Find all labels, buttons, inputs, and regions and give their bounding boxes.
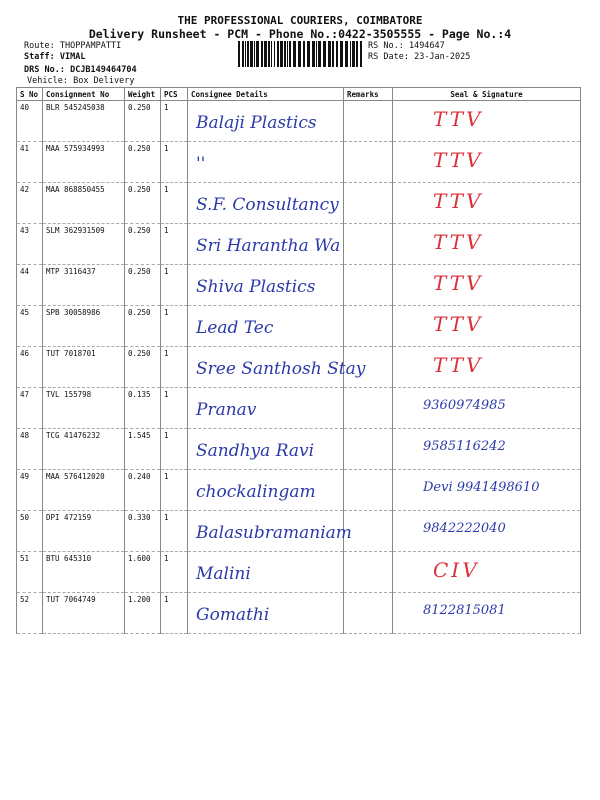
barcode-bar bbox=[254, 41, 255, 67]
handwritten-signature: TTV bbox=[433, 230, 484, 254]
handwritten-consignee: Lead Tec bbox=[196, 318, 274, 338]
cell-consignment: MTP 3116437 bbox=[43, 265, 125, 306]
cell-pcs: 1 bbox=[161, 470, 188, 511]
cell-signature bbox=[393, 142, 581, 183]
barcode-bar bbox=[238, 41, 240, 67]
rs-no-label: RS No.: bbox=[368, 41, 404, 51]
cell-consignment: TUT 7064749 bbox=[43, 593, 125, 634]
cell-remarks bbox=[344, 306, 393, 347]
cell-weight: 0.250 bbox=[125, 142, 161, 183]
barcode-bar bbox=[250, 41, 253, 67]
table-row bbox=[17, 142, 581, 183]
staff-value: VIMAL bbox=[59, 52, 86, 62]
cell-pcs: 1 bbox=[161, 429, 188, 470]
cell-weight: 1.545 bbox=[125, 429, 161, 470]
barcode-bar bbox=[340, 41, 343, 67]
handwritten-signature: 9360974985 bbox=[423, 398, 506, 413]
cell-remarks bbox=[344, 511, 393, 552]
cell-remarks bbox=[344, 142, 393, 183]
rs-no-value: 1494647 bbox=[408, 41, 445, 51]
barcode-bar bbox=[336, 41, 338, 67]
cell-consignment: MAA 576412020 bbox=[43, 470, 125, 511]
cell-remarks bbox=[344, 388, 393, 429]
cell-pcs: 1 bbox=[161, 552, 188, 593]
barcode-bar bbox=[312, 41, 315, 67]
cell-remarks bbox=[344, 347, 393, 388]
barcode-bar bbox=[298, 41, 301, 67]
handwritten-signature: 9585116242 bbox=[423, 439, 506, 454]
staff-label: Staff: bbox=[24, 52, 55, 62]
cell-weight: 0.250 bbox=[125, 306, 161, 347]
cell-consignee bbox=[188, 224, 344, 265]
cell-consignee bbox=[188, 470, 344, 511]
col-header-pcs: PCS bbox=[161, 88, 188, 101]
cell-sno: 46 bbox=[17, 347, 43, 388]
cell-remarks bbox=[344, 593, 393, 634]
runsheet-title: Delivery Runsheet - PCM - Phone No.:0422-3505555 - Page No.:4 bbox=[88, 27, 512, 41]
cell-consignment: SPB 30058986 bbox=[43, 306, 125, 347]
barcode-bar bbox=[350, 41, 351, 67]
cell-consignment: TUT 7018701 bbox=[43, 347, 125, 388]
cell-signature bbox=[393, 183, 581, 224]
cell-consignment: SLM 362931509 bbox=[43, 224, 125, 265]
cell-consignment: MAA 868850455 bbox=[43, 183, 125, 224]
barcode-bar bbox=[293, 41, 296, 67]
barcode-bar bbox=[268, 41, 270, 67]
cell-weight: 0.250 bbox=[125, 347, 161, 388]
table-row bbox=[17, 552, 581, 593]
table-row bbox=[17, 224, 581, 265]
cell-weight: 0.250 bbox=[125, 101, 161, 142]
barcode-bar bbox=[307, 41, 310, 67]
company-name: THE PROFESSIONAL COURIERS, COIMBATORE bbox=[177, 14, 423, 27]
cell-consignee bbox=[188, 306, 344, 347]
cell-pcs: 1 bbox=[161, 347, 188, 388]
cell-signature bbox=[393, 470, 581, 511]
barcode-bar bbox=[352, 41, 355, 67]
col-header-consignee: Consignee Details bbox=[188, 88, 344, 101]
col-header-consignment: Consignment No bbox=[43, 88, 125, 101]
barcode-bar bbox=[264, 41, 267, 67]
cell-weight: 0.240 bbox=[125, 470, 161, 511]
cell-remarks bbox=[344, 101, 393, 142]
barcode-bar bbox=[356, 41, 358, 67]
drs-label: DRS No.: bbox=[24, 65, 65, 75]
barcode-bar bbox=[271, 41, 272, 67]
table-row bbox=[17, 593, 581, 634]
table-row bbox=[17, 183, 581, 224]
cell-weight: 0.250 bbox=[125, 183, 161, 224]
cell-consignee bbox=[188, 142, 344, 183]
table-row bbox=[17, 511, 581, 552]
barcode-bar bbox=[247, 41, 249, 67]
handwritten-consignee: Sree Santhosh Stay bbox=[196, 359, 366, 379]
table-row bbox=[17, 388, 581, 429]
cell-consignee bbox=[188, 388, 344, 429]
cell-remarks bbox=[344, 429, 393, 470]
cell-weight: 0.250 bbox=[125, 224, 161, 265]
rs-info bbox=[368, 41, 470, 63]
route-info bbox=[24, 41, 137, 76]
barcode-bar bbox=[303, 41, 305, 67]
barcode-bar bbox=[287, 41, 288, 67]
cell-pcs: 1 bbox=[161, 101, 188, 142]
cell-sno: 43 bbox=[17, 224, 43, 265]
cell-remarks bbox=[344, 552, 393, 593]
barcode-bar bbox=[360, 41, 362, 67]
cell-signature bbox=[393, 306, 581, 347]
cell-sno: 52 bbox=[17, 593, 43, 634]
barcode-bar bbox=[277, 41, 279, 67]
handwritten-signature: TTV bbox=[433, 189, 484, 213]
table-row bbox=[17, 429, 581, 470]
cell-pcs: 1 bbox=[161, 306, 188, 347]
cell-sno: 41 bbox=[17, 142, 43, 183]
handwritten-consignee: Pranav bbox=[196, 400, 257, 420]
barcode-bar bbox=[274, 41, 275, 67]
handwritten-signature: TTV bbox=[433, 107, 484, 131]
handwritten-consignee: '' bbox=[196, 154, 206, 174]
barcode-bar bbox=[328, 41, 331, 67]
col-header-remarks: Remarks bbox=[344, 88, 393, 101]
cell-sno: 48 bbox=[17, 429, 43, 470]
cell-pcs: 1 bbox=[161, 142, 188, 183]
drs-value: DCJB149464704 bbox=[70, 65, 137, 75]
cell-signature bbox=[393, 347, 581, 388]
cell-pcs: 1 bbox=[161, 265, 188, 306]
handwritten-consignee: Gomathi bbox=[196, 605, 270, 625]
cell-pcs: 1 bbox=[161, 183, 188, 224]
cell-sno: 51 bbox=[17, 552, 43, 593]
cell-weight: 1.200 bbox=[125, 593, 161, 634]
barcode-bar bbox=[289, 41, 291, 67]
cell-weight: 1.600 bbox=[125, 552, 161, 593]
cell-remarks bbox=[344, 470, 393, 511]
handwritten-consignee: S.F. Consultancy bbox=[196, 195, 339, 215]
col-header-sno: S No bbox=[17, 88, 43, 101]
cell-consignee bbox=[188, 101, 344, 142]
handwritten-signature: TTV bbox=[433, 353, 484, 377]
table-header-row bbox=[17, 88, 581, 101]
handwritten-consignee: Sri Harantha Wa bbox=[196, 236, 341, 256]
barcode-bar bbox=[256, 41, 259, 67]
cell-pcs: 1 bbox=[161, 224, 188, 265]
cell-signature bbox=[393, 429, 581, 470]
cell-remarks bbox=[344, 265, 393, 306]
cell-signature bbox=[393, 511, 581, 552]
cell-signature bbox=[393, 593, 581, 634]
cell-sno: 47 bbox=[17, 388, 43, 429]
barcode-bar bbox=[345, 41, 348, 67]
table-row bbox=[17, 347, 581, 388]
cell-consignee bbox=[188, 347, 366, 388]
handwritten-consignee: Balasubramaniam bbox=[196, 523, 352, 543]
cell-pcs: 1 bbox=[161, 593, 188, 634]
handwritten-signature: TTV bbox=[433, 148, 484, 172]
runsheet-table bbox=[16, 87, 581, 634]
cell-consignee bbox=[188, 552, 344, 593]
barcode-bar bbox=[242, 41, 244, 67]
table-row bbox=[17, 101, 581, 142]
route-label: Route: bbox=[24, 41, 55, 51]
vehicle-info bbox=[27, 76, 135, 86]
cell-remarks bbox=[344, 224, 393, 265]
barcode-bar bbox=[261, 41, 263, 67]
rs-date-value: 23-Jan-2025 bbox=[414, 52, 471, 62]
barcode-bar bbox=[323, 41, 326, 67]
handwritten-signature: TTV bbox=[433, 271, 484, 295]
cell-weight: 0.250 bbox=[125, 265, 161, 306]
handwritten-signature: 8122815081 bbox=[423, 603, 506, 618]
handwritten-signature: Devi 9941498610 bbox=[423, 480, 540, 495]
cell-consignment: TVL 155798 bbox=[43, 388, 125, 429]
cell-consignee bbox=[188, 429, 344, 470]
barcode-bar bbox=[284, 41, 286, 67]
cell-consignee bbox=[188, 593, 344, 634]
rs-date-label: RS Date: bbox=[368, 52, 409, 62]
vehicle-value: Box Delivery bbox=[73, 76, 135, 86]
barcode bbox=[238, 41, 363, 67]
cell-signature bbox=[393, 224, 581, 265]
vehicle-label: Vehicle: bbox=[27, 76, 68, 86]
cell-sno: 40 bbox=[17, 101, 43, 142]
handwritten-signature: 9842222040 bbox=[423, 521, 506, 536]
table-row bbox=[17, 470, 581, 511]
handwritten-consignee: Balaji Plastics bbox=[196, 113, 317, 133]
cell-signature bbox=[393, 101, 581, 142]
barcode-bar bbox=[245, 41, 246, 67]
cell-sno: 50 bbox=[17, 511, 43, 552]
handwritten-signature: CIV bbox=[433, 558, 480, 582]
col-header-signature: Seal & Signature bbox=[393, 88, 581, 101]
cell-consignment: TCG 41476232 bbox=[43, 429, 125, 470]
handwritten-consignee: Sandhya Ravi bbox=[196, 441, 315, 461]
cell-sno: 42 bbox=[17, 183, 43, 224]
cell-consignment: BTU 645310 bbox=[43, 552, 125, 593]
cell-consignment: DPI 472159 bbox=[43, 511, 125, 552]
cell-sno: 45 bbox=[17, 306, 43, 347]
table-row bbox=[17, 265, 581, 306]
cell-signature bbox=[393, 552, 581, 593]
col-header-weight: Weight bbox=[125, 88, 161, 101]
cell-signature bbox=[393, 265, 581, 306]
handwritten-signature: TTV bbox=[433, 312, 484, 336]
barcode-bar bbox=[316, 41, 317, 67]
handwritten-consignee: Shiva Plastics bbox=[196, 277, 316, 297]
route-value: THOPPAMPATTI bbox=[59, 41, 122, 51]
cell-consignment: MAA 575934993 bbox=[43, 142, 125, 183]
cell-sno: 44 bbox=[17, 265, 43, 306]
barcode-bar bbox=[318, 41, 321, 67]
cell-weight: 0.330 bbox=[125, 511, 161, 552]
handwritten-consignee: Malini bbox=[196, 564, 251, 584]
cell-pcs: 1 bbox=[161, 511, 188, 552]
table-row bbox=[17, 306, 581, 347]
cell-weight: 0.135 bbox=[125, 388, 161, 429]
barcode-bar bbox=[332, 41, 334, 67]
cell-signature bbox=[393, 388, 581, 429]
cell-pcs: 1 bbox=[161, 388, 188, 429]
barcode-bar bbox=[280, 41, 283, 67]
cell-consignment: BLR 545245038 bbox=[43, 101, 125, 142]
cell-consignee bbox=[188, 183, 344, 224]
cell-remarks bbox=[344, 183, 393, 224]
cell-sno: 49 bbox=[17, 470, 43, 511]
handwritten-consignee: chockalingam bbox=[196, 482, 316, 502]
cell-consignee bbox=[188, 265, 344, 306]
cell-consignee bbox=[188, 511, 352, 552]
